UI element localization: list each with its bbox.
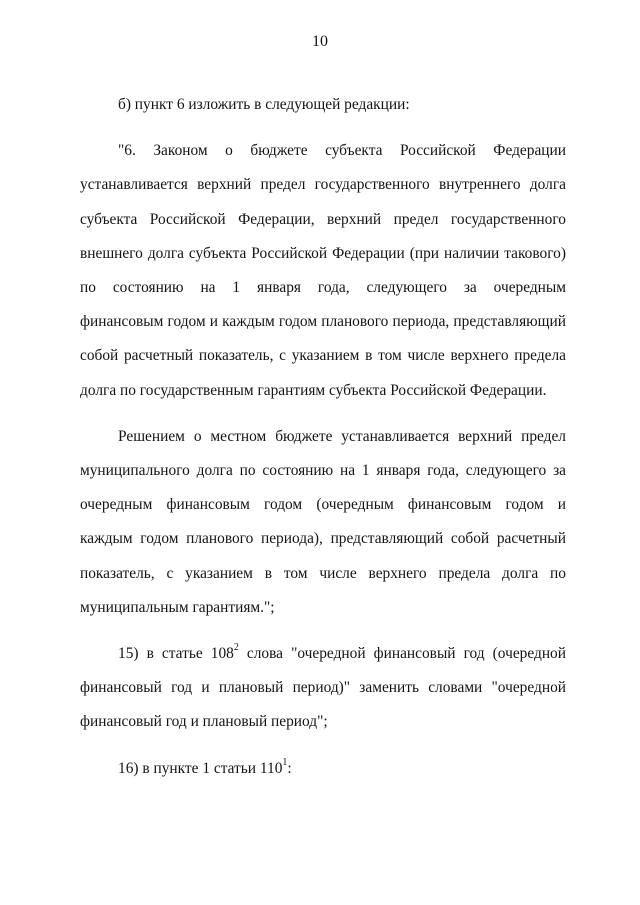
text-line: устанавливается верхний предел государственного внутреннего долга [80, 176, 566, 194]
text-line: финансовый год и плановый период)" заменить словами "очередной [80, 679, 566, 697]
text-line: внешнего долга субъекта Российской Федерации (при наличии такового) [80, 244, 566, 262]
paragraph-1 [80, 88, 566, 122]
paragraph-5 [80, 752, 566, 786]
text-line [80, 752, 566, 786]
text-line: очередным финансовым годом (очередным финансовым годом и [80, 496, 566, 514]
text-line: муниципального долга по состоянию на 1 января года, следующего за [80, 462, 566, 480]
page-number: 10 [312, 33, 328, 50]
document-body [80, 88, 566, 786]
item-15-prefix: 15) в статье 108 [118, 645, 234, 663]
text-line: муниципальным гарантиям."; [80, 598, 275, 616]
text-line: долга по государственным гарантиям субъекта Российской Федерации. [80, 381, 547, 399]
text-line: б) пункт 6 изложить в следующей редакции: [118, 96, 410, 113]
text-line: финансовым годом и каждым годом планового периода, представляющий [80, 313, 566, 331]
paragraph-4 [80, 637, 566, 740]
text-line: показатель, с указанием в том числе верхнего предела долга по [80, 564, 566, 582]
superscript: 1 [282, 756, 288, 768]
text-line: субъекта Российской Федерации, верхний предел государственного [80, 210, 566, 228]
item-16-prefix: 16) в пункте 1 статьи 110 [118, 759, 283, 777]
item-15-suffix: слова "очередной финансовый год (очередной [238, 645, 566, 663]
paragraph-3 [80, 420, 566, 625]
text-line [80, 637, 566, 671]
text-line: по состоянию на 1 января года, следующего за очередным [80, 279, 566, 297]
superscript: 2 [233, 641, 239, 653]
text-line: Решением о местном бюджете устанавливается верхний предел [118, 427, 566, 445]
text-line: собой расчетный показатель, с указанием в том числе верхнего предела [80, 347, 566, 365]
text-line: финансовый год и плановый период"; [80, 713, 328, 731]
item-16-suffix: : [287, 759, 292, 777]
paragraph-2 [80, 134, 566, 408]
text-line: "6. Законом о бюджете субъекта Российской Федерации [118, 142, 566, 160]
text-line: каждым годом планового периода), представляющий собой расчетный [80, 530, 566, 548]
